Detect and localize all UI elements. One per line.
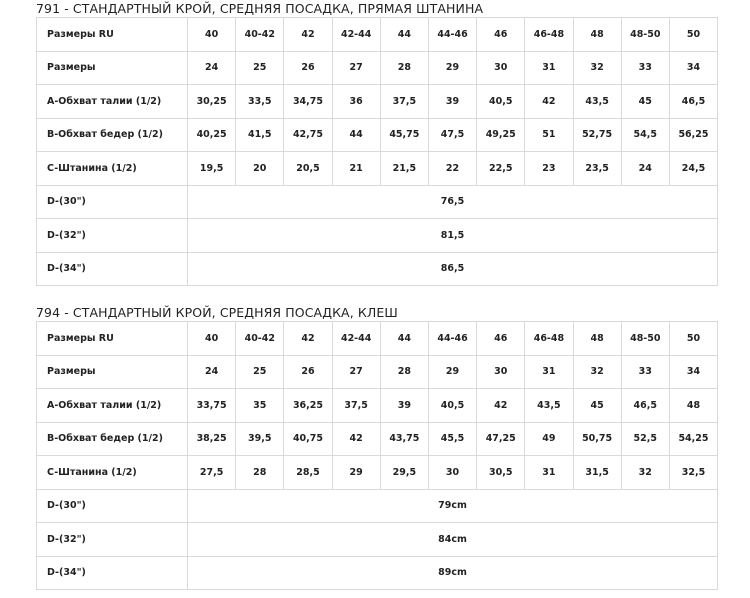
table-row bbox=[37, 456, 718, 490]
table-cell: 46,5 bbox=[621, 389, 669, 423]
table-cell: 36 bbox=[332, 85, 380, 119]
size-chart-title: 794 - СТАНДАРТНЫЙ КРОЙ, СРЕДНЯЯ ПОСАДКА, КЛЕШ bbox=[36, 305, 398, 320]
size-chart-794 bbox=[36, 305, 717, 590]
table-cell: 30,25 bbox=[188, 85, 236, 119]
table-cell: 49 bbox=[525, 422, 573, 456]
table-row bbox=[37, 118, 718, 152]
row-label: A-Обхват талии (1/2) bbox=[37, 389, 188, 423]
table-cell: 22,5 bbox=[477, 152, 525, 186]
table-cell: 42-44 bbox=[332, 322, 380, 356]
table-cell: 40 bbox=[188, 18, 236, 52]
table-cell: 29,5 bbox=[380, 456, 428, 490]
table-cell: 31 bbox=[525, 51, 573, 85]
table-cell: 46,5 bbox=[669, 85, 717, 119]
table-cell: 48 bbox=[573, 18, 621, 52]
table-cell: 34 bbox=[669, 51, 717, 85]
table-cell: 29 bbox=[332, 456, 380, 490]
table-cell: 19,5 bbox=[188, 152, 236, 186]
table-cell: 40 bbox=[188, 322, 236, 356]
row-label: B-Обхват бедер (1/2) bbox=[37, 422, 188, 456]
table-row bbox=[37, 556, 718, 590]
table-cell: 35 bbox=[236, 389, 284, 423]
table-cell: 37,5 bbox=[380, 85, 428, 119]
table-cell: 48 bbox=[573, 322, 621, 356]
table-cell: 30,5 bbox=[477, 456, 525, 490]
table-row bbox=[37, 219, 718, 253]
table-cell: 76,5 bbox=[188, 185, 718, 219]
table-cell: 81,5 bbox=[188, 219, 718, 253]
table-cell: 37,5 bbox=[332, 389, 380, 423]
table-cell: 25 bbox=[236, 51, 284, 85]
table-row bbox=[37, 185, 718, 219]
table-cell: 45 bbox=[621, 85, 669, 119]
row-label: D-(32") bbox=[37, 523, 188, 557]
table-row bbox=[37, 152, 718, 186]
table-cell: 23,5 bbox=[573, 152, 621, 186]
table-cell: 34 bbox=[669, 355, 717, 389]
table-row bbox=[37, 85, 718, 119]
table-cell: 33 bbox=[621, 51, 669, 85]
row-label: D-(32") bbox=[37, 219, 188, 253]
table-cell: 31 bbox=[525, 456, 573, 490]
table-cell: 24 bbox=[188, 51, 236, 85]
table-row bbox=[37, 489, 718, 523]
table-cell: 40,75 bbox=[284, 422, 332, 456]
size-chart-title: 791 - СТАНДАРТНЫЙ КРОЙ, СРЕДНЯЯ ПОСАДКА, ПРЯМАЯ ШТАНИНА bbox=[36, 1, 484, 16]
table-cell: 36,25 bbox=[284, 389, 332, 423]
row-label: Размеры bbox=[37, 355, 188, 389]
table-cell: 50 bbox=[669, 322, 717, 356]
row-label: D-(34") bbox=[37, 556, 188, 590]
table-cell: 44 bbox=[332, 118, 380, 152]
table-cell: 28 bbox=[380, 355, 428, 389]
table-cell: 27,5 bbox=[188, 456, 236, 490]
table-cell: 32 bbox=[621, 456, 669, 490]
table-cell: 46-48 bbox=[525, 322, 573, 356]
row-label: C-Штанина (1/2) bbox=[37, 456, 188, 490]
table-row bbox=[37, 389, 718, 423]
table-cell: 56,25 bbox=[669, 118, 717, 152]
table-cell: 39,5 bbox=[236, 422, 284, 456]
table-cell: 45,75 bbox=[380, 118, 428, 152]
table-cell: 40-42 bbox=[236, 322, 284, 356]
table-cell: 49,25 bbox=[477, 118, 525, 152]
table-cell: 26 bbox=[284, 51, 332, 85]
table-cell: 24 bbox=[621, 152, 669, 186]
row-label: D-(34") bbox=[37, 252, 188, 286]
table-cell: 52,5 bbox=[621, 422, 669, 456]
table-cell: 24 bbox=[188, 355, 236, 389]
table-cell: 29 bbox=[428, 355, 476, 389]
table-cell: 23 bbox=[525, 152, 573, 186]
table-cell: 54,25 bbox=[669, 422, 717, 456]
table-row bbox=[37, 355, 718, 389]
table-cell: 42-44 bbox=[332, 18, 380, 52]
table-cell: 44 bbox=[380, 18, 428, 52]
table-cell: 30 bbox=[477, 51, 525, 85]
table-cell: 21 bbox=[332, 152, 380, 186]
table-cell: 28 bbox=[380, 51, 428, 85]
table-cell: 84cm bbox=[188, 523, 718, 557]
table-cell: 33 bbox=[621, 355, 669, 389]
table-cell: 40,25 bbox=[188, 118, 236, 152]
table-cell: 31 bbox=[525, 355, 573, 389]
table-cell: 20,5 bbox=[284, 152, 332, 186]
table-cell: 50,75 bbox=[573, 422, 621, 456]
table-cell: 26 bbox=[284, 355, 332, 389]
table-cell: 48-50 bbox=[621, 18, 669, 52]
table-cell: 31,5 bbox=[573, 456, 621, 490]
table-cell: 42 bbox=[284, 322, 332, 356]
table-cell: 20 bbox=[236, 152, 284, 186]
table-cell: 22 bbox=[428, 152, 476, 186]
table-cell: 30 bbox=[477, 355, 525, 389]
table-cell: 40-42 bbox=[236, 18, 284, 52]
table-cell: 42 bbox=[284, 18, 332, 52]
size-chart-791 bbox=[36, 1, 717, 286]
table-cell: 45,5 bbox=[428, 422, 476, 456]
table-cell: 48-50 bbox=[621, 322, 669, 356]
table-cell: 32 bbox=[573, 51, 621, 85]
table-cell: 52,75 bbox=[573, 118, 621, 152]
table-cell: 50 bbox=[669, 18, 717, 52]
row-label: Размеры bbox=[37, 51, 188, 85]
table-cell: 44-46 bbox=[428, 322, 476, 356]
table-cell: 25 bbox=[236, 355, 284, 389]
table-cell: 46-48 bbox=[525, 18, 573, 52]
row-label: D-(30") bbox=[37, 185, 188, 219]
table-cell: 33,5 bbox=[236, 85, 284, 119]
table-cell: 48 bbox=[669, 389, 717, 423]
table-cell: 42 bbox=[525, 85, 573, 119]
table-cell: 42 bbox=[332, 422, 380, 456]
table-cell: 24,5 bbox=[669, 152, 717, 186]
table-cell: 28,5 bbox=[284, 456, 332, 490]
table-cell: 42 bbox=[477, 389, 525, 423]
row-label: Размеры RU bbox=[37, 322, 188, 356]
row-label: C-Штанина (1/2) bbox=[37, 152, 188, 186]
size-table bbox=[36, 321, 718, 590]
row-label: B-Обхват бедер (1/2) bbox=[37, 118, 188, 152]
row-label: D-(30") bbox=[37, 489, 188, 523]
table-cell: 43,5 bbox=[525, 389, 573, 423]
table-cell: 44-46 bbox=[428, 18, 476, 52]
table-cell: 38,25 bbox=[188, 422, 236, 456]
table-cell: 27 bbox=[332, 355, 380, 389]
table-cell: 39 bbox=[428, 85, 476, 119]
table-cell: 44 bbox=[380, 322, 428, 356]
table-cell: 39 bbox=[380, 389, 428, 423]
size-table bbox=[36, 17, 718, 286]
table-cell: 27 bbox=[332, 51, 380, 85]
table-cell: 40,5 bbox=[477, 85, 525, 119]
table-cell: 89cm bbox=[188, 556, 718, 590]
table-row bbox=[37, 422, 718, 456]
table-cell: 30 bbox=[428, 456, 476, 490]
table-cell: 43,75 bbox=[380, 422, 428, 456]
table-cell: 45 bbox=[573, 389, 621, 423]
table-cell: 21,5 bbox=[380, 152, 428, 186]
table-cell: 46 bbox=[477, 322, 525, 356]
table-row bbox=[37, 18, 718, 52]
table-cell: 33,75 bbox=[188, 389, 236, 423]
table-cell: 79cm bbox=[188, 489, 718, 523]
table-cell: 46 bbox=[477, 18, 525, 52]
table-cell: 47,25 bbox=[477, 422, 525, 456]
table-cell: 86,5 bbox=[188, 252, 718, 286]
table-cell: 28 bbox=[236, 456, 284, 490]
table-cell: 47,5 bbox=[428, 118, 476, 152]
table-cell: 29 bbox=[428, 51, 476, 85]
table-cell: 42,75 bbox=[284, 118, 332, 152]
table-cell: 32,5 bbox=[669, 456, 717, 490]
table-row bbox=[37, 51, 718, 85]
table-cell: 54,5 bbox=[621, 118, 669, 152]
table-row bbox=[37, 322, 718, 356]
table-cell: 41,5 bbox=[236, 118, 284, 152]
table-row bbox=[37, 252, 718, 286]
row-label: A-Обхват талии (1/2) bbox=[37, 85, 188, 119]
table-cell: 34,75 bbox=[284, 85, 332, 119]
table-cell: 43,5 bbox=[573, 85, 621, 119]
table-cell: 51 bbox=[525, 118, 573, 152]
table-cell: 40,5 bbox=[428, 389, 476, 423]
table-row bbox=[37, 523, 718, 557]
table-cell: 32 bbox=[573, 355, 621, 389]
row-label: Размеры RU bbox=[37, 18, 188, 52]
